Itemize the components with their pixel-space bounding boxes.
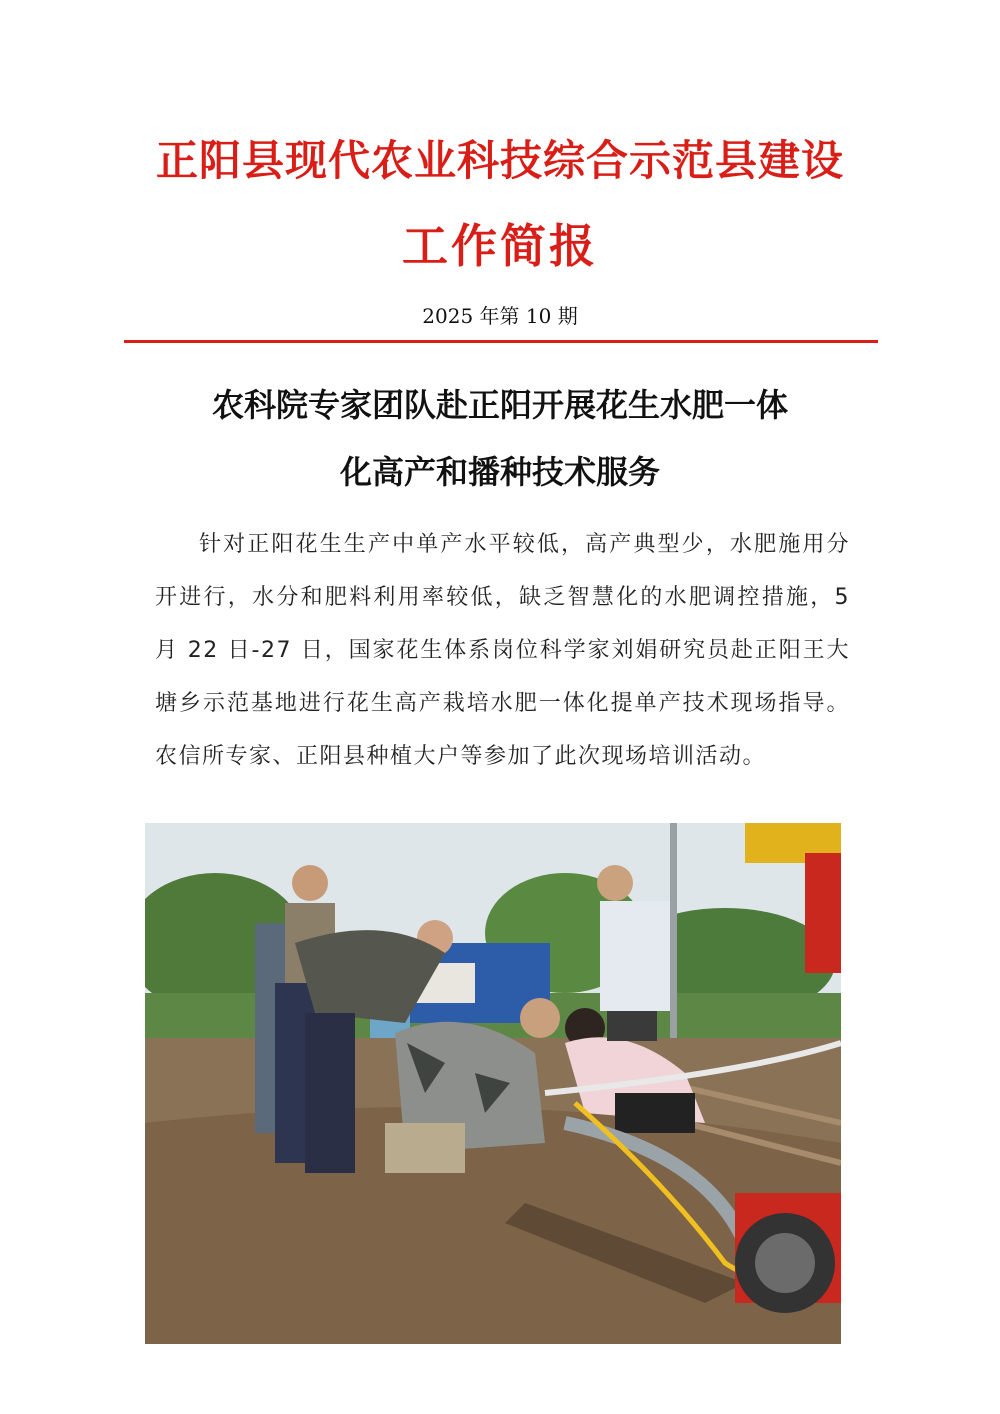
article-headline-line2: 化高产和播种技术服务 bbox=[339, 453, 660, 491]
article-body: 针对正阳花生生产中单产水平较低，高产典型少，水肥施用分开进行，水分和肥料利用率较低，缺乏智慧化的水肥调控措施，5 月 22 日-27 日，国家花生体系岗位科学家刘娟研究员赴正阳王大塘乡示范基地进行花生高产栽培水肥一体化提单产技术现场指导。农信所专家、正阳县种植大户等参加了此次现场培训活动。 bbox=[155, 532, 850, 769]
issue-number: 2025 年第 10 期 bbox=[422, 304, 578, 328]
header-divider bbox=[124, 340, 878, 343]
bulletin-title-line1: 正阳县现代农业科技综合示范县建设 bbox=[155, 136, 844, 185]
bulletin-title-line2: 工作简报 bbox=[402, 219, 598, 273]
article-headline-line1: 农科院专家团队赴正阳开展花生水肥一体 bbox=[211, 386, 788, 424]
field-training-photo bbox=[145, 823, 841, 1344]
